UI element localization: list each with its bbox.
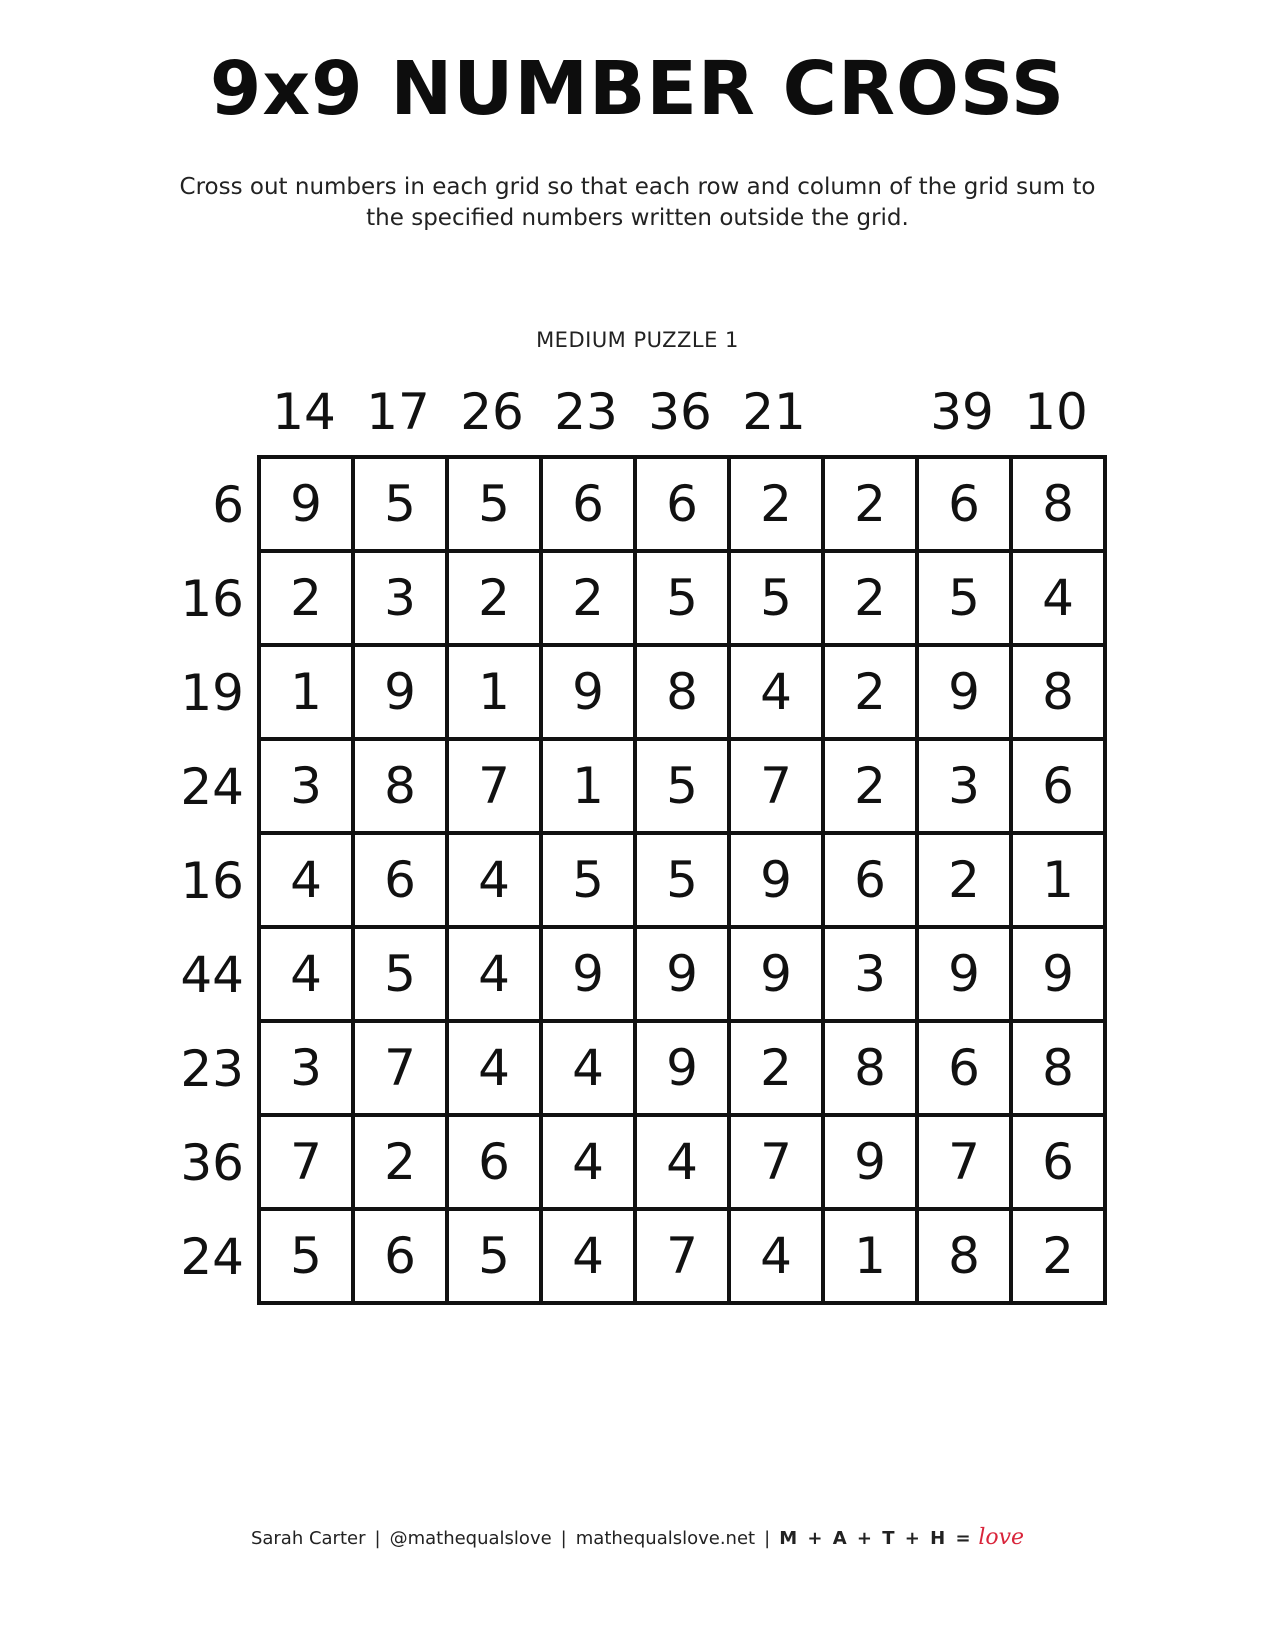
- row-clue: 16: [180, 570, 244, 628]
- grid-cell[interactable]: 5: [445, 1207, 539, 1301]
- grid-cell[interactable]: 7: [727, 1113, 821, 1207]
- grid-cell[interactable]: 1: [445, 643, 539, 737]
- grid-cell[interactable]: 2: [445, 549, 539, 643]
- grid-cell[interactable]: 9: [915, 643, 1009, 737]
- grid-cell[interactable]: 4: [257, 831, 351, 925]
- grid-cell[interactable]: 2: [539, 549, 633, 643]
- footer-separator: |: [374, 1528, 381, 1549]
- grid-cell[interactable]: 2: [821, 643, 915, 737]
- grid-cell[interactable]: 2: [915, 831, 1009, 925]
- row-clue: 24: [180, 758, 244, 816]
- grid-cell[interactable]: 6: [539, 455, 633, 549]
- row-clue: 44: [180, 946, 244, 1004]
- instructions: [137, 172, 1138, 234]
- grid-cell[interactable]: 9: [1009, 925, 1103, 1019]
- grid-cell[interactable]: 6: [351, 831, 445, 925]
- row-clues: [160, 458, 244, 1304]
- grid-cell[interactable]: 6: [915, 1019, 1009, 1113]
- grid-cell[interactable]: 5: [351, 925, 445, 1019]
- grid-cell[interactable]: 4: [633, 1113, 727, 1207]
- grid-cell[interactable]: 9: [257, 455, 351, 549]
- grid-cell[interactable]: 9: [633, 1019, 727, 1113]
- grid-cell[interactable]: 3: [257, 737, 351, 831]
- column-clue: 10: [1024, 383, 1088, 441]
- grid-cell[interactable]: 7: [915, 1113, 1009, 1207]
- footer-brand-love-logo: love: [978, 1525, 1025, 1550]
- grid-cell[interactable]: 9: [539, 643, 633, 737]
- grid-cell[interactable]: 4: [727, 1207, 821, 1301]
- grid-cell[interactable]: 2: [257, 549, 351, 643]
- grid-cell[interactable]: 6: [445, 1113, 539, 1207]
- grid-cell[interactable]: 1: [539, 737, 633, 831]
- instructions-line-1: Cross out numbers in each grid so that each row and column of the grid sum to: [179, 174, 1096, 200]
- puzzle-label: MEDIUM PUZZLE 1: [536, 328, 739, 352]
- grid-cell[interactable]: 5: [633, 549, 727, 643]
- grid-cell[interactable]: 7: [257, 1113, 351, 1207]
- grid-cell[interactable]: 2: [351, 1113, 445, 1207]
- column-clue: 17: [366, 383, 430, 441]
- grid-cell[interactable]: 9: [633, 925, 727, 1019]
- grid-cell[interactable]: 9: [821, 1113, 915, 1207]
- grid-cell[interactable]: 6: [1009, 1113, 1103, 1207]
- row-clue: 23: [180, 1040, 244, 1098]
- grid-cell[interactable]: 6: [633, 455, 727, 549]
- page-title: 9x9 NUMBER CROSS: [209, 46, 1066, 132]
- footer-separator: |: [764, 1528, 771, 1549]
- grid-cell[interactable]: 4: [1009, 549, 1103, 643]
- row-clue: 24: [180, 1228, 244, 1286]
- footer-website: mathequalslove.net: [575, 1528, 756, 1549]
- grid-cell[interactable]: 9: [351, 643, 445, 737]
- grid-cell[interactable]: 2: [821, 549, 915, 643]
- row-clue: 16: [180, 852, 244, 910]
- grid-cell[interactable]: 2: [727, 1019, 821, 1113]
- grid-cell[interactable]: 6: [351, 1207, 445, 1301]
- grid-cell[interactable]: 2: [821, 737, 915, 831]
- grid-cell[interactable]: 7: [351, 1019, 445, 1113]
- grid-cell[interactable]: 4: [257, 925, 351, 1019]
- footer: [0, 1525, 1275, 1550]
- grid-cell[interactable]: 5: [351, 455, 445, 549]
- row-clue: 19: [180, 664, 244, 722]
- column-clue: 23: [554, 383, 618, 441]
- grid-cell[interactable]: 4: [727, 643, 821, 737]
- row-clue: 6: [212, 476, 244, 534]
- column-clues: [257, 380, 1103, 444]
- grid-cell[interactable]: 6: [915, 455, 1009, 549]
- grid-cell[interactable]: 8: [1009, 455, 1103, 549]
- grid-cell[interactable]: 8: [1009, 643, 1103, 737]
- grid-cell[interactable]: 5: [633, 737, 727, 831]
- grid-cell[interactable]: 2: [821, 455, 915, 549]
- number-grid: [257, 455, 1107, 1305]
- footer-author: Sarah Carter: [250, 1528, 366, 1549]
- grid-cell[interactable]: 3: [821, 925, 915, 1019]
- column-clue: [821, 380, 915, 444]
- grid-cell[interactable]: 4: [539, 1113, 633, 1207]
- footer-separator: |: [560, 1528, 567, 1549]
- grid-cell[interactable]: 5: [633, 831, 727, 925]
- grid-cell[interactable]: 5: [257, 1207, 351, 1301]
- grid-cell[interactable]: 9: [915, 925, 1009, 1019]
- grid-cell[interactable]: 5: [915, 549, 1009, 643]
- grid-cell[interactable]: 5: [727, 549, 821, 643]
- grid-cell[interactable]: 9: [539, 925, 633, 1019]
- grid-cell[interactable]: 1: [821, 1207, 915, 1301]
- footer-handle: @mathequalslove: [389, 1528, 552, 1549]
- grid-cell[interactable]: 4: [539, 1207, 633, 1301]
- grid-cell[interactable]: 2: [727, 455, 821, 549]
- grid-cell[interactable]: 8: [351, 737, 445, 831]
- grid-cell[interactable]: 3: [351, 549, 445, 643]
- grid-cell[interactable]: 6: [1009, 737, 1103, 831]
- grid-cell[interactable]: 4: [445, 925, 539, 1019]
- grid-cell[interactable]: 8: [633, 643, 727, 737]
- footer-brand: M + A + T + H =: [779, 1528, 973, 1549]
- column-clue: 14: [272, 383, 336, 441]
- grid-cell[interactable]: 4: [445, 831, 539, 925]
- row-clue: 36: [180, 1134, 244, 1192]
- grid-cell[interactable]: 1: [257, 643, 351, 737]
- grid-cell[interactable]: 4: [539, 1019, 633, 1113]
- grid-cell[interactable]: 8: [915, 1207, 1009, 1301]
- instructions-line-2: the specified numbers written outside the grid.: [366, 205, 909, 231]
- grid-cell[interactable]: 4: [445, 1019, 539, 1113]
- grid-cell[interactable]: 7: [445, 737, 539, 831]
- column-clue: 26: [460, 383, 524, 441]
- grid-cell[interactable]: 6: [821, 831, 915, 925]
- grid-cell[interactable]: 3: [915, 737, 1009, 831]
- grid-cell[interactable]: 1: [1009, 831, 1103, 925]
- grid-cell[interactable]: 9: [727, 831, 821, 925]
- grid-cell[interactable]: 5: [445, 455, 539, 549]
- grid-cell[interactable]: 2: [1009, 1207, 1103, 1301]
- column-clue: 39: [930, 383, 994, 441]
- grid-cell[interactable]: 8: [1009, 1019, 1103, 1113]
- grid-cell[interactable]: 7: [727, 737, 821, 831]
- column-clue: 21: [742, 383, 806, 441]
- grid-cell[interactable]: 7: [633, 1207, 727, 1301]
- grid-cell[interactable]: 5: [539, 831, 633, 925]
- grid-cell[interactable]: 9: [727, 925, 821, 1019]
- grid-cell[interactable]: 3: [257, 1019, 351, 1113]
- column-clue: 36: [648, 383, 712, 441]
- grid-cell[interactable]: 8: [821, 1019, 915, 1113]
